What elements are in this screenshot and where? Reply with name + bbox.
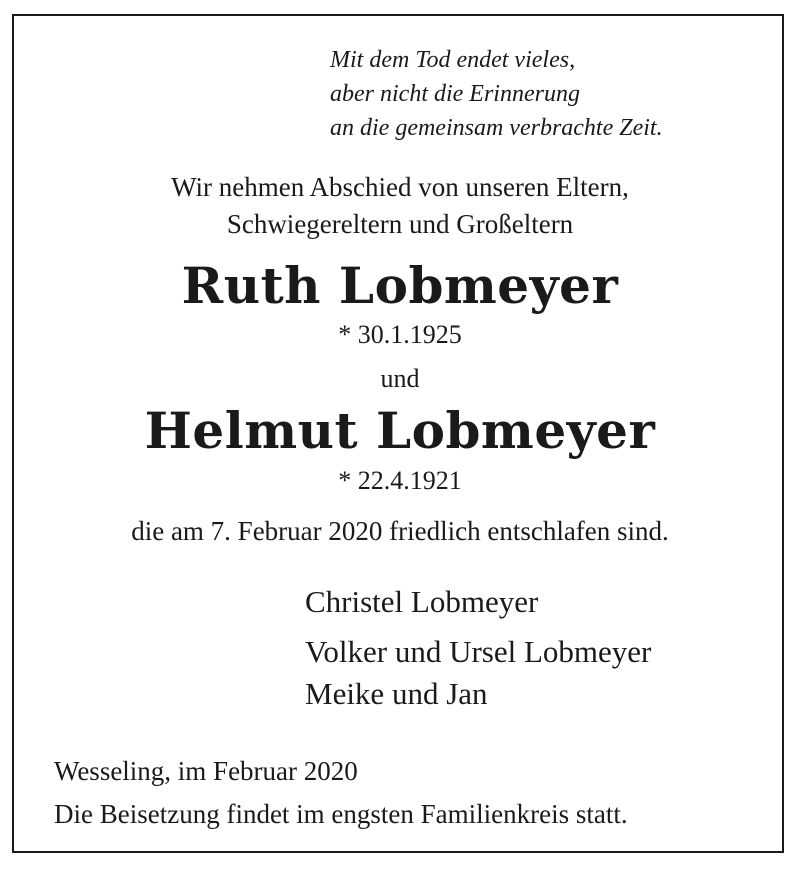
deceased-name-ruth: Ruth Lobmeyer — [181, 256, 619, 315]
mourner-1: Christel Lobmeyer — [305, 584, 539, 619]
funeral-note: Die Beisetzung findet im engsten Familienkreis statt. — [54, 799, 628, 829]
mourner-2: Volker und Ursel Lobmeyer — [305, 634, 652, 669]
death-statement: die am 7. Februar 2020 friedlich entschlafen sind. — [131, 516, 669, 546]
quote-line-2: aber nicht die Erinnerung — [330, 81, 580, 107]
intro-line-2: Schwiegereltern und Großeltern — [226, 209, 574, 239]
place-date: Wesseling, im Februar 2020 — [54, 756, 358, 786]
intro-line-1: Wir nehmen Abschied von unseren Eltern, — [171, 172, 629, 202]
quote-line-3: an die gemeinsam verbrachte Zeit. — [330, 115, 663, 141]
birth-date-ruth: * 30.1.1925 — [338, 320, 462, 349]
quote-line-1: Mit dem Tod endet vieles, — [330, 47, 576, 73]
deceased-name-helmut: Helmut Lobmeyer — [144, 401, 656, 460]
connector-und: und — [380, 364, 420, 393]
birth-date-helmut: * 22.4.1921 — [338, 466, 462, 495]
mourner-3: Meike und Jan — [305, 676, 488, 711]
